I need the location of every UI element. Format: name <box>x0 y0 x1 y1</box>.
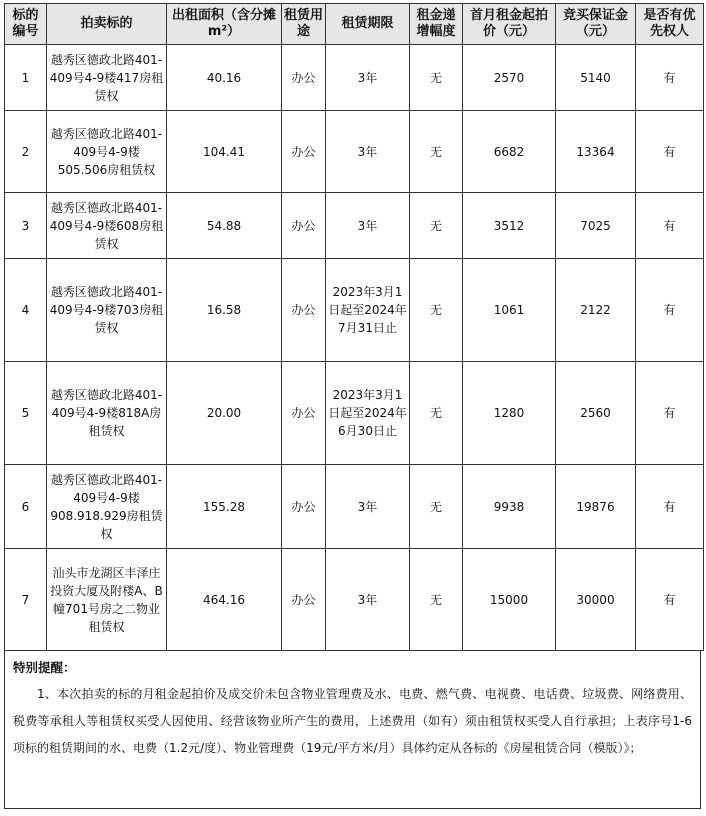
header-auction-item: 拍卖标的 <box>47 4 167 45</box>
cell-increase: 无 <box>410 549 463 651</box>
cell-usage: 办公 <box>282 193 326 259</box>
cell-lot-number: 5 <box>5 362 47 465</box>
cell-area: 20.00 <box>167 362 282 465</box>
table-row <box>5 465 704 549</box>
cell-deposit: 30000 <box>556 549 636 651</box>
cell-usage: 办公 <box>282 362 326 465</box>
cell-priority: 有 <box>636 362 704 465</box>
cell-priority: 有 <box>636 549 704 651</box>
cell-auction-item: 越秀区德政北路401-409号4-9楼505.506房租赁权 <box>47 111 167 193</box>
cell-increase: 无 <box>410 193 463 259</box>
cell-increase: 无 <box>410 111 463 193</box>
cell-usage: 办公 <box>282 259 326 362</box>
cell-term: 3年 <box>326 193 410 259</box>
cell-area: 104.41 <box>167 111 282 193</box>
cell-term: 3年 <box>326 111 410 193</box>
cell-usage: 办公 <box>282 111 326 193</box>
cell-deposit: 13364 <box>556 111 636 193</box>
table-row <box>5 45 704 111</box>
cell-deposit: 19876 <box>556 465 636 549</box>
cell-priority: 有 <box>636 45 704 111</box>
cell-deposit: 2122 <box>556 259 636 362</box>
cell-area: 40.16 <box>167 45 282 111</box>
cell-term: 2023年3月1日起至2024年6月30日止 <box>326 362 410 465</box>
cell-term: 3年 <box>326 549 410 651</box>
cell-priority: 有 <box>636 465 704 549</box>
cell-usage: 办公 <box>282 465 326 549</box>
cell-area: 464.16 <box>167 549 282 651</box>
cell-lot-number: 6 <box>5 465 47 549</box>
cell-increase: 无 <box>410 259 463 362</box>
table-row <box>5 549 704 651</box>
cell-term: 2023年3月1日起至2024年7月31日止 <box>326 259 410 362</box>
header-starting-rent: 首月租金起拍价（元） <box>463 4 556 45</box>
cell-lot-number: 1 <box>5 45 47 111</box>
cell-auction-item: 越秀区德政北路401-409号4-9楼608房租赁权 <box>47 193 167 259</box>
cell-auction-item: 越秀区德政北路401-409号4-9楼417房租赁权 <box>47 45 167 111</box>
cell-starting-rent: 6682 <box>463 111 556 193</box>
cell-lot-number: 7 <box>5 549 47 651</box>
header-deposit: 竞买保证金（元） <box>556 4 636 45</box>
notice-title: 特别提醒： <box>13 660 76 675</box>
cell-usage: 办公 <box>282 549 326 651</box>
cell-increase: 无 <box>410 45 463 111</box>
cell-usage: 办公 <box>282 45 326 111</box>
cell-term: 3年 <box>326 45 410 111</box>
cell-starting-rent: 1061 <box>463 259 556 362</box>
header-lease-term: 租赁期限 <box>326 4 410 45</box>
table-header-row <box>5 4 704 45</box>
cell-priority: 有 <box>636 259 704 362</box>
table-row <box>5 362 704 465</box>
cell-starting-rent: 15000 <box>463 549 556 651</box>
cell-priority: 有 <box>636 193 704 259</box>
header-lot-number: 标的编号 <box>5 4 47 45</box>
cell-priority: 有 <box>636 111 704 193</box>
auction-document <box>4 3 703 809</box>
cell-lot-number: 2 <box>5 111 47 193</box>
table-row <box>5 111 704 193</box>
cell-increase: 无 <box>410 465 463 549</box>
cell-deposit: 2560 <box>556 362 636 465</box>
cell-term: 3年 <box>326 465 410 549</box>
special-notice <box>4 651 701 809</box>
cell-area: 155.28 <box>167 465 282 549</box>
auction-table <box>4 3 704 651</box>
notice-paragraph: 1、本次拍卖的标的月租金起拍价及成交价未包含物业管理费及水、电费、燃气费、电视费、电话费、垃圾费、网络费用、税费等承租人等租赁权买受人因使用、经营该物业所产生的费用，上述费用（如有）须由租赁权买受人自行承担；上表序号1-6项标的租赁期间的水、电费（1.2元/度）、物业管理费（19元/平方米/月）具体约定从各标的《房屋租赁合同（模版）》； <box>13 687 692 755</box>
cell-auction-item: 越秀区德政北路401-409号4-9楼908.918.929房租赁权 <box>47 465 167 549</box>
cell-starting-rent: 3512 <box>463 193 556 259</box>
cell-area: 16.58 <box>167 259 282 362</box>
header-rent-increase: 租金递增幅度 <box>410 4 463 45</box>
cell-starting-rent: 2570 <box>463 45 556 111</box>
cell-auction-item: 越秀区德政北路401-409号4-9楼703房租赁权 <box>47 259 167 362</box>
cell-lot-number: 3 <box>5 193 47 259</box>
table-row <box>5 193 704 259</box>
cell-increase: 无 <box>410 362 463 465</box>
table-row <box>5 259 704 362</box>
cell-deposit: 5140 <box>556 45 636 111</box>
cell-auction-item: 越秀区德政北路401-409号4-9楼818A房租赁权 <box>47 362 167 465</box>
cell-deposit: 7025 <box>556 193 636 259</box>
header-priority-holder: 是否有优先权人 <box>636 4 704 45</box>
header-usage: 租赁用途 <box>282 4 326 45</box>
cell-auction-item: 汕头市龙湖区丰泽庄投资大厦及附楼A、B幢701号房之二物业租赁权 <box>47 549 167 651</box>
cell-starting-rent: 1280 <box>463 362 556 465</box>
cell-lot-number: 4 <box>5 259 47 362</box>
cell-area: 54.88 <box>167 193 282 259</box>
cell-starting-rent: 9938 <box>463 465 556 549</box>
header-rental-area: 出租面积（含分摊m²） <box>167 4 282 45</box>
